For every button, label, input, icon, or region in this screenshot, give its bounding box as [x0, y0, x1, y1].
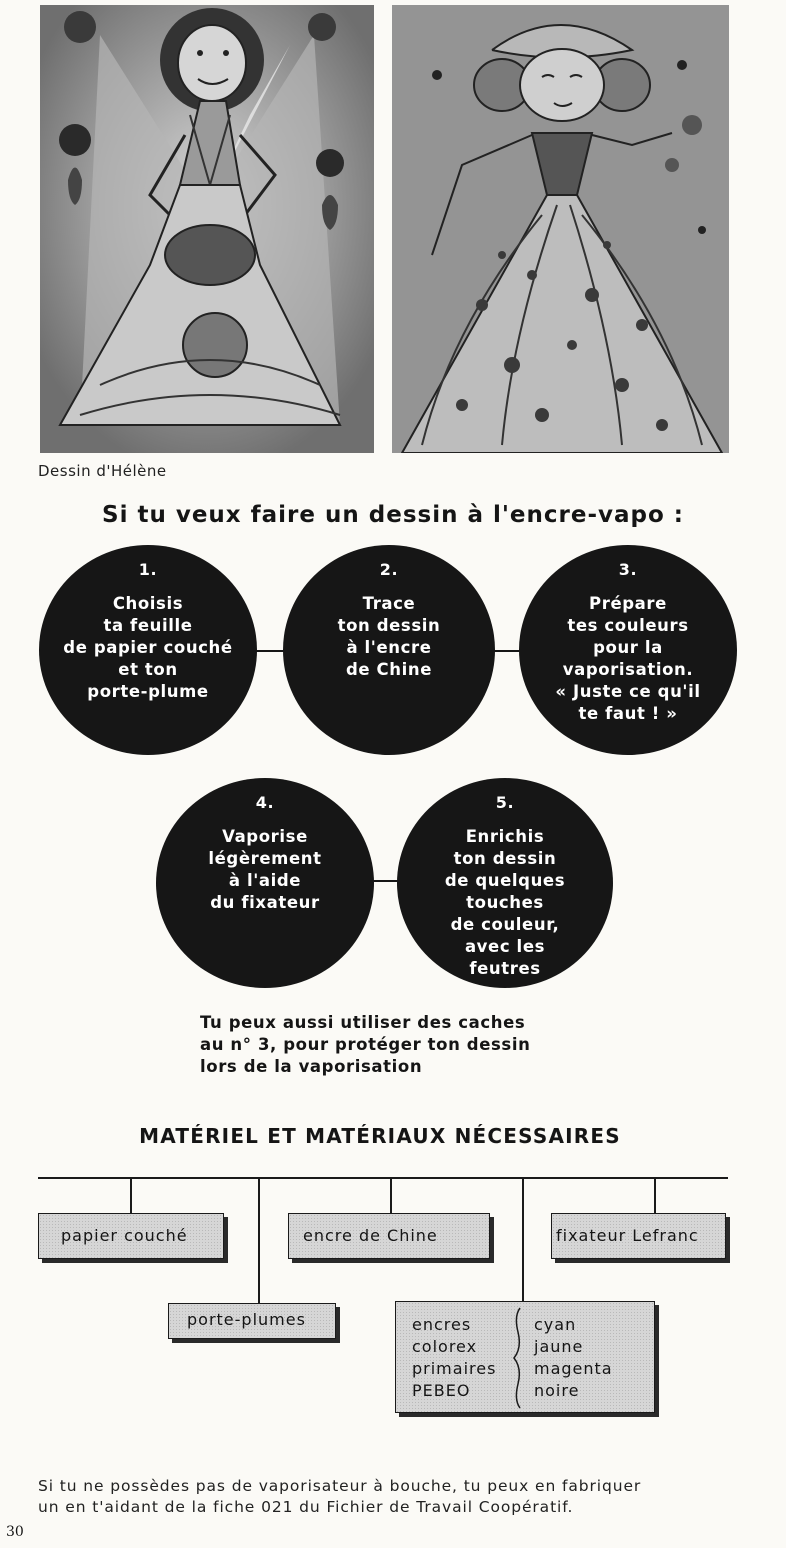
branch-paper — [130, 1177, 132, 1213]
material-fixative-label: fixateur Lefranc — [556, 1226, 699, 1245]
step-1-number: 1. — [138, 560, 158, 579]
material-paper-box — [38, 1213, 224, 1259]
material-ink-box — [288, 1213, 490, 1259]
branch-inks — [522, 1177, 524, 1301]
step-2-number: 2. — [379, 560, 399, 579]
step-3-number: 3. — [618, 560, 638, 579]
inks-brand-label: encres colorex primaires PEBEO — [412, 1315, 497, 1400]
inks-brace — [510, 1306, 526, 1410]
branch-pens — [258, 1177, 260, 1303]
material-fixative-box — [551, 1213, 726, 1259]
step-4-number: 4. — [255, 793, 275, 812]
caches-note: Tu peux aussi utiliser des caches au n° 3, pour protéger ton dessin lors de la vaporisation — [200, 1013, 531, 1076]
steps-heading: Si tu veux faire un dessin à l'encre-vapo : — [102, 502, 684, 528]
step-5-text: Enrichis ton dessin de quelques touches de couleur, avec les feutres — [444, 827, 566, 978]
step-1 — [39, 545, 257, 755]
material-paper-label: papier couché — [61, 1226, 188, 1245]
footer-note: Si tu ne possèdes pas de vaporisateur à bouche, tu peux en fabriquer un en t'aidant de la fiche 021 du Fichier de Travail Coopératif. — [38, 1477, 642, 1516]
material-pens-box — [168, 1303, 336, 1339]
drawing-helene-right — [392, 5, 729, 453]
step-3-text: Prépare tes couleurs pour la vaporisation. « Juste ce qu'il te faut ! » — [555, 594, 701, 723]
step-2-text: Trace ton dessin à l'encre de Chine — [337, 594, 441, 679]
step-5-number: 5. — [495, 793, 515, 812]
step-4 — [156, 778, 374, 988]
drawing-caption: Dessin d'Hélène — [38, 462, 167, 480]
step-5 — [397, 778, 613, 988]
inks-colors-list: cyan jaune magenta noire — [534, 1315, 613, 1400]
drawing-helene-left — [40, 5, 374, 453]
materials-tree-main-line — [38, 1177, 728, 1179]
step-4-text: Vaporise légèrement à l'aide du fixateur — [208, 827, 322, 912]
branch-fixative — [654, 1177, 656, 1213]
material-ink-label: encre de Chine — [303, 1226, 438, 1245]
material-inks-box — [395, 1301, 655, 1413]
page-number: 30 — [6, 1524, 24, 1540]
materials-title: MATÉRIEL ET MATÉRIAUX NÉCESSAIRES — [139, 1124, 621, 1148]
branch-ink — [390, 1177, 392, 1213]
step-3 — [519, 545, 737, 755]
step-2 — [283, 545, 495, 755]
step-1-text: Choisis ta feuille de papier couché et ton porte-plume — [63, 594, 233, 701]
material-pens-label: porte-plumes — [187, 1310, 306, 1329]
